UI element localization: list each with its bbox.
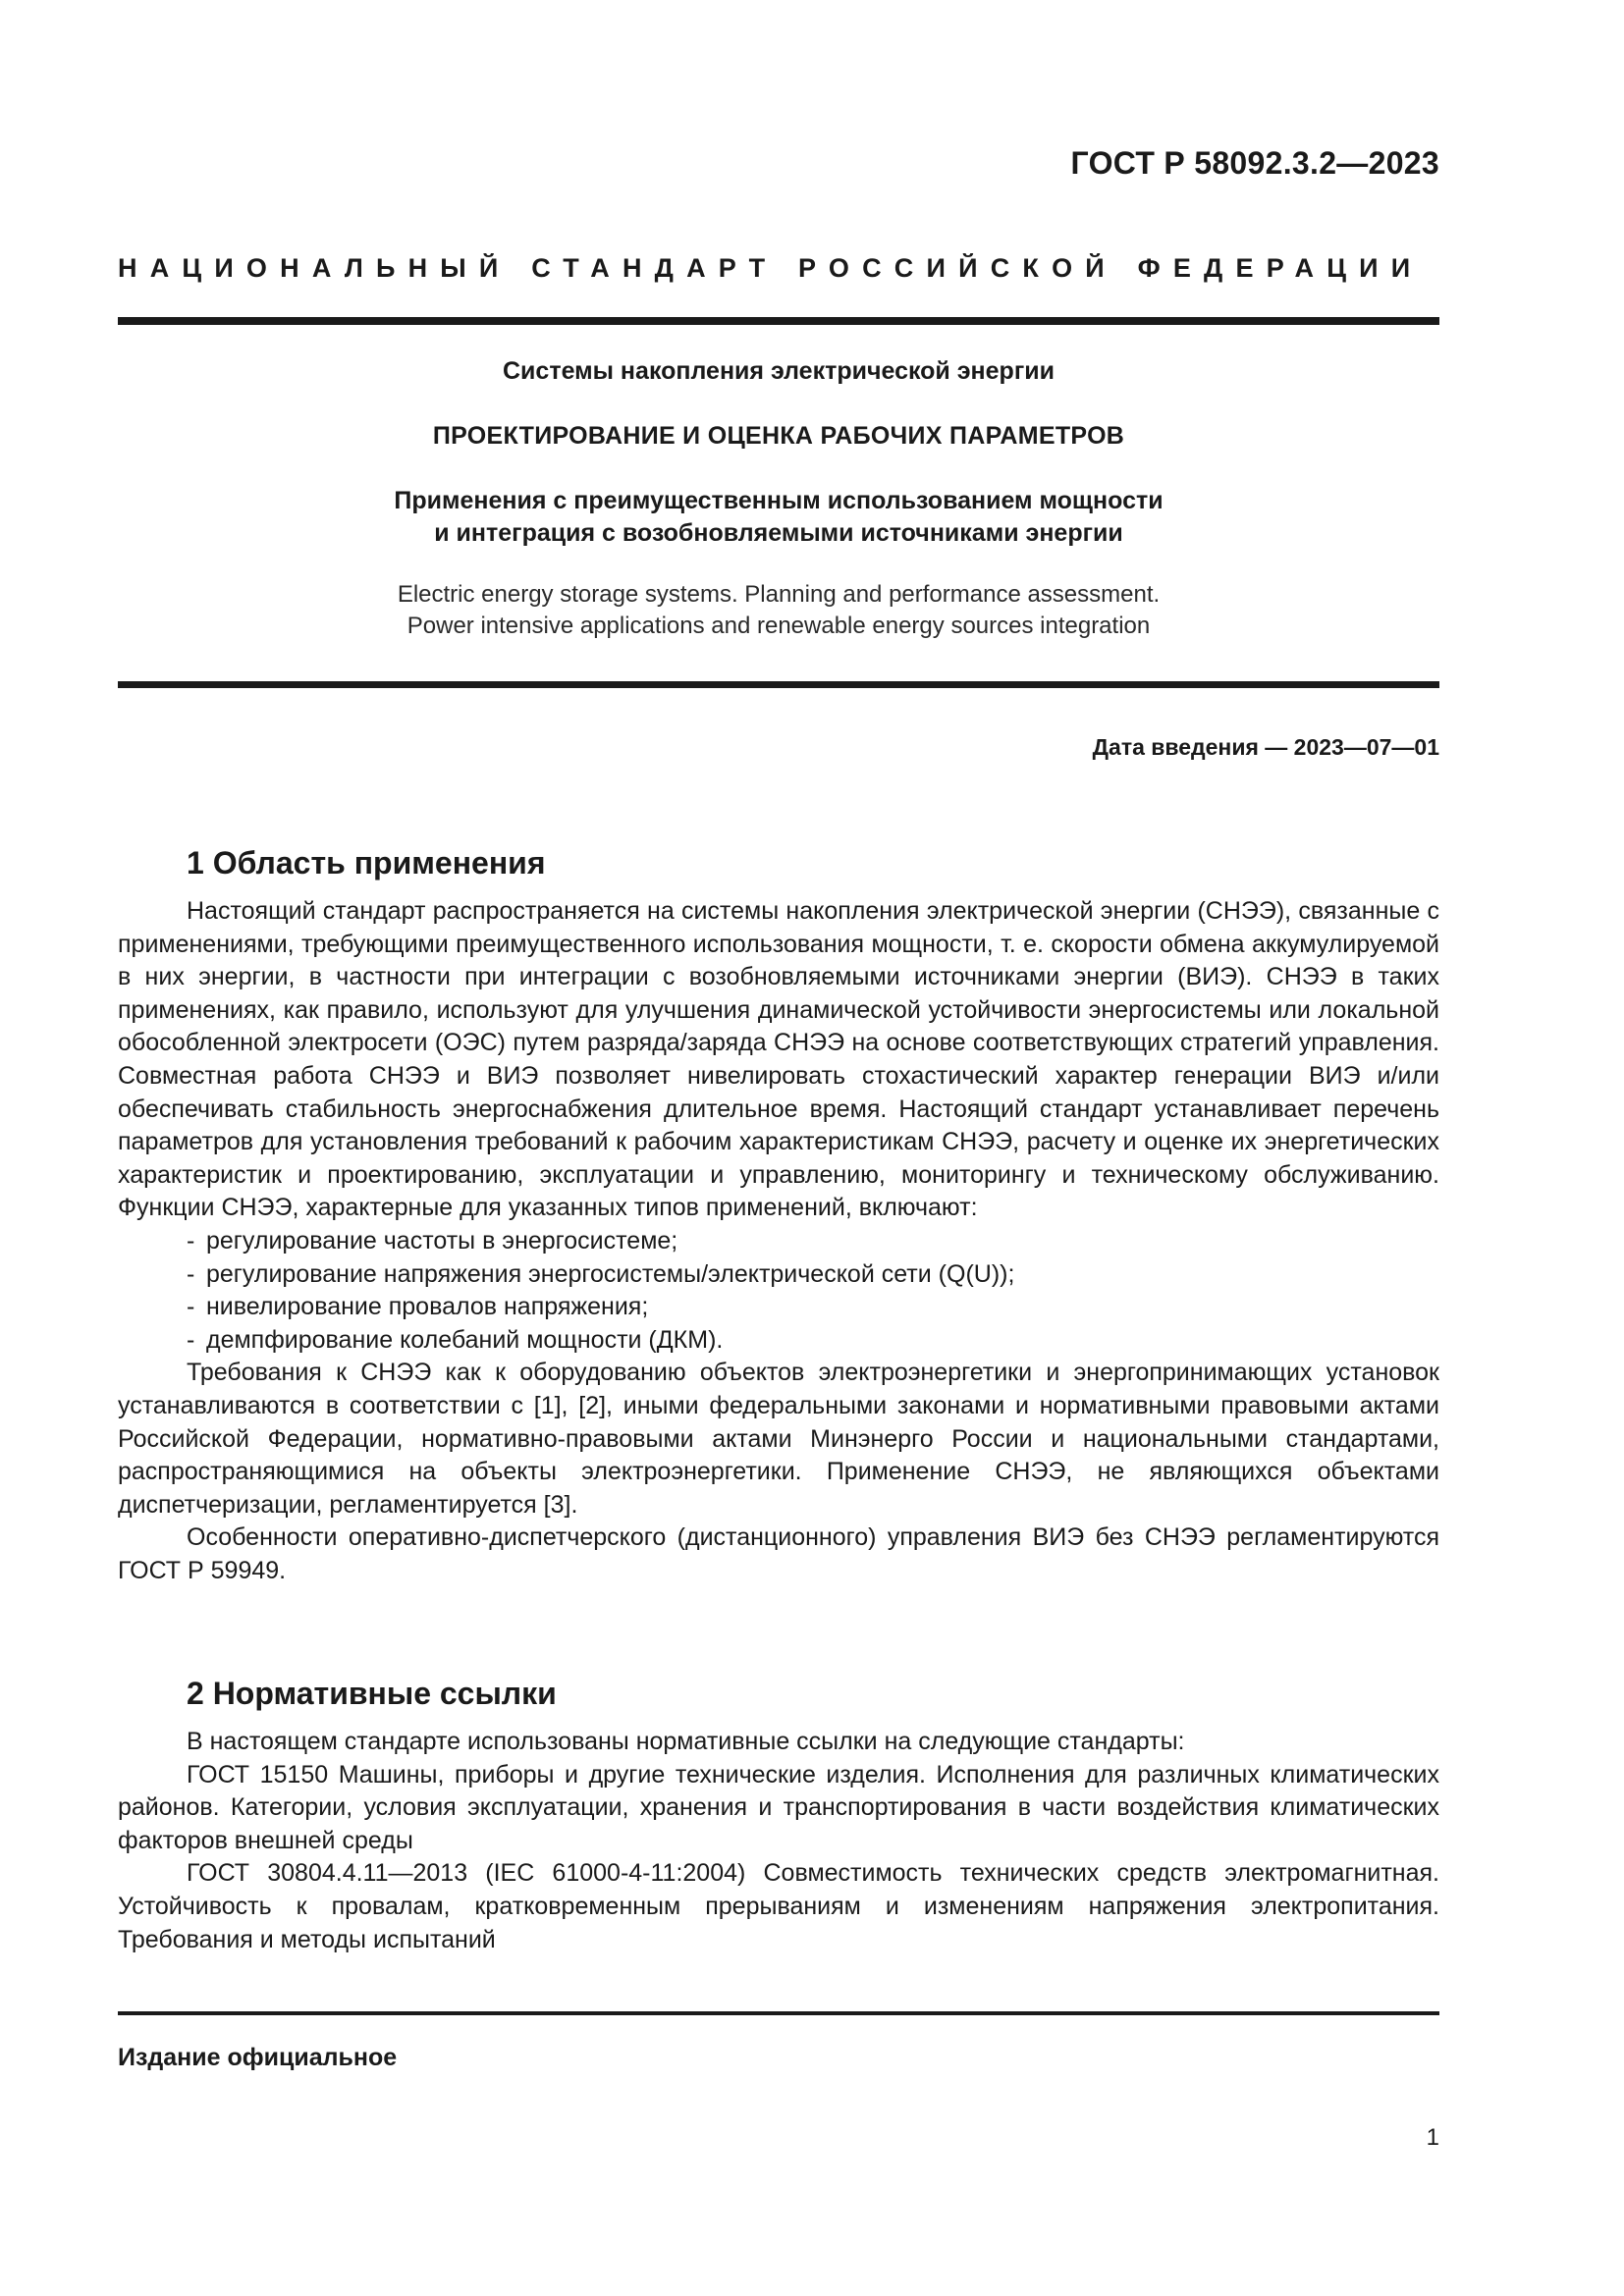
introduction-date: Дата введения — 2023—07—01 [1092,734,1439,760]
title-rule [118,681,1439,688]
document-id: ГОСТ Р 58092.3.2—2023 [1070,145,1439,181]
english-title-line-2: Power intensive applications and renewable energy sources integration [406,613,1151,639]
page-number: 1 [1426,2124,1439,2151]
section-normative-references [118,1673,1439,1956]
section-heading: 1 Область применения [187,845,546,881]
section-heading: 2 Нормативные ссылки [187,1676,557,1711]
national-standard-banner: НАЦИОНАЛЬНЫЙ СТАНДАРТ РОССИЙСКОЙ ФЕДЕРАЦИИ [118,253,1424,283]
section-scope [118,842,1439,1587]
function-list [118,1225,1439,1357]
paragraph: Настоящий стандарт распространяется на системы накопления электрической энергии (СНЭЭ), связанные с применениями, требующими преимущественного использования мощности, т. е. скорости обмена аккумулируемой в них энергии, в частности при интеграции с возобновляемыми источниками энергии (ВИЭ). СНЭЭ в таких применениях, как правило, используют для улучшения динамической устойчивости энергосистемы или локальной обособленной электросети (ОЭС) путем разряда/заряда СНЭЭ на основе соответствующих стратегий управления. Совместная работа СНЭЭ и ВИЭ позволяет нивелировать стохастический характер генерации ВИЭ и/или обеспечивать стабильность энергоснабжения длительное время. Настоящий стандарт устанавливает перечень параметров для установления требований к рабочим характеристикам СНЭЭ, расчету и оценке их энергетических характеристик и проектированию, эксплуатации и управлению, мониторингу и техническому обслуживанию. Функции СНЭЭ, характерные для указанных типов применений, включают: [118,897,1439,1222]
standard-group-title: Системы накопления электрической энергии [503,357,1055,385]
list-item: - демпфирование колебаний мощности (ДКМ). [187,1325,724,1354]
paragraph: Особенности оперативно-диспетчерского (дистанционного) управления ВИЭ без СНЭЭ регламентируются ГОСТ Р 59949. [118,1523,1439,1584]
list-item: - регулирование напряжения энергосистемы/электрической сети (Q(U)); [187,1259,1015,1288]
english-title-line-1: Electric energy storage systems. Planning and performance assessment. [397,581,1161,608]
subtitle-line-1: Применения с преимущественным использованием мощности [394,487,1164,514]
reference-entry: ГОСТ 30804.4.11—2013 (IEC 61000-4-11:2004) Совместимость технических средств электромагнитная. Устойчивость к провалам, кратковременным прерываниям и изменениям напряжения электропитания. Требования и методы испытаний [118,1859,1439,1953]
paragraph: В настоящем стандарте использованы нормативные ссылки на следующие стандарты: [187,1728,1185,1755]
standard-subtitle [118,485,1439,550]
english-title [118,579,1439,642]
list-item: - регулирование частоты в энергосистеме; [187,1226,678,1255]
footer-rule [118,2011,1439,2015]
reference-entry: ГОСТ 15150 Машины, приборы и другие технические изделия. Исполнения для различных климатических районов. Категории, условия эксплуатации, хранения и транспортирования в части воздействия климатических факторов внешней среды [118,1760,1439,1854]
edition-label: Издание официальное [118,2044,398,2071]
document-page [118,0,1439,2296]
standard-main-title: ПРОЕКТИРОВАНИЕ И ОЦЕНКА РАБОЧИХ ПАРАМЕТРОВ [432,422,1125,450]
paragraph: Требования к СНЭЭ как к оборудованию объектов электроэнергетики и энергопринимающих установок устанавливаются в соответствии с [1], [2], иными федеральными законами и нормативными правовыми актами Российской Федерации, нормативно-правовыми актами Минэнерго России и национальными стандартами, распространяющимися на объекты электроэнергетики. Применение СНЭЭ, не являющихся объектами диспетчеризации, регламентируется [3]. [118,1359,1439,1519]
section-body [118,1726,1439,1956]
section-body [118,895,1439,1587]
list-item: - нивелирование провалов напряжения; [187,1293,649,1321]
subtitle-line-2: и интеграция с возобновляемыми источниками энергии [434,519,1123,547]
header-rule [118,317,1439,325]
